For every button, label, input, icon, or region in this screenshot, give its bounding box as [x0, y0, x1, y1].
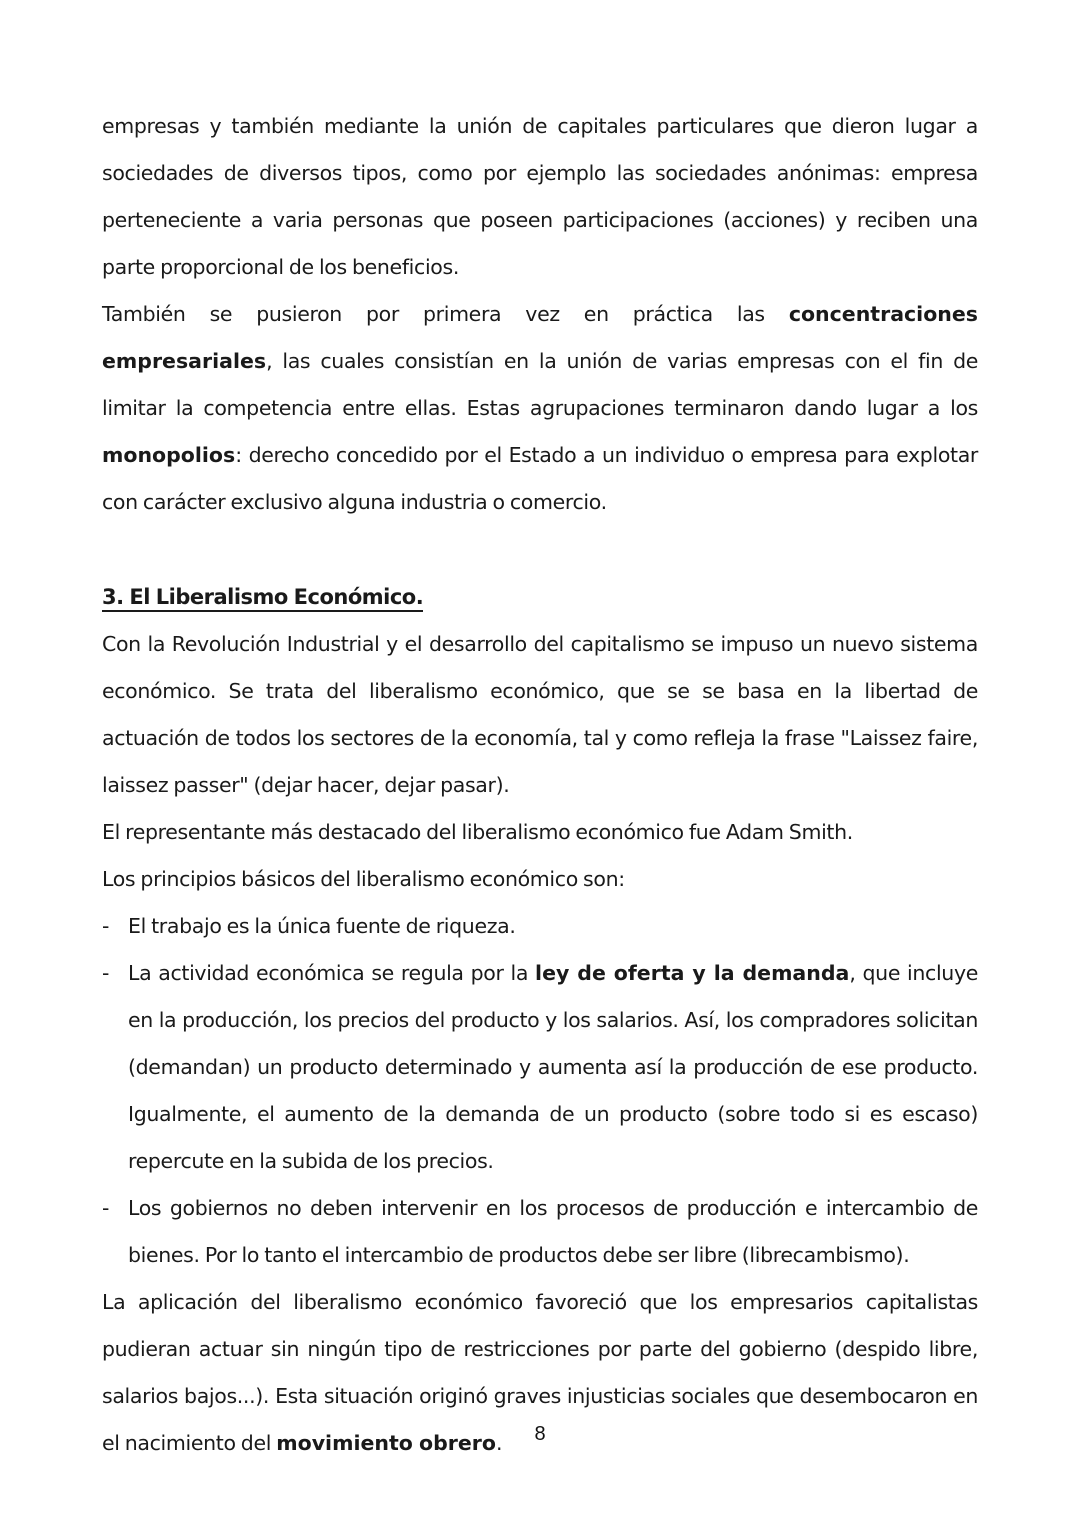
list-item-text	[128, 950, 978, 1185]
list-item	[102, 903, 978, 950]
paragraph-text: También se pusieron por primera vez en práctica las	[102, 302, 789, 326]
list-item	[102, 950, 978, 1185]
list-item-text: El trabajo es la única fuente de riqueza.	[128, 914, 516, 938]
section-spacer	[102, 526, 978, 574]
term-ley-oferta-demanda: ley de oferta y la demanda	[535, 961, 850, 985]
list-item	[102, 1185, 978, 1279]
term-concentraciones-empresariales: concentraciones empresariales	[102, 302, 978, 373]
paragraph-text: , las cuales consistían en la unión de varias empresas con el fin de limitar la competencia entre ellas. Estas agrupaciones terminaron dando lugar a los	[102, 349, 978, 420]
paragraph-text: La aplicación del liberalismo económico favoreció que los empresarios capitalistas pudieran actuar sin ningún tipo de restricciones por parte del gobierno (despido libre, salarios bajos...). Esta situación originó graves injusticias sociales que desembocaron en el nacimiento del	[102, 1290, 978, 1455]
bullet-dash: -	[102, 1196, 110, 1220]
section-heading	[102, 574, 978, 621]
bullet-dash: -	[102, 961, 110, 985]
paragraph-text: .	[495, 1431, 503, 1455]
page-number: 8	[534, 1423, 546, 1445]
list-item-text: Los gobiernos no deben intervenir en los procesos de producción e intercambio de bienes. Por lo tanto el intercambio de productos debe ser libre (librecambismo).	[128, 1196, 978, 1267]
paragraph-principios: Los principios básicos del liberalismo económico son:	[102, 867, 625, 891]
section-heading-text: 3. El Liberalismo Económico.	[102, 585, 423, 612]
list-item-text-part: , que incluye en la producción, los precios del producto y los salarios. Así, los compradores solicitan (demandan) un producto determinado y aumenta así la producción de ese producto. Igualmente, el aumento de la demanda de un producto (sobre todo si es escaso) repercute en la subida de los precios.	[128, 961, 978, 1173]
document-body	[102, 103, 978, 1467]
list-item-text-part: La actividad económica se regula por la	[128, 961, 536, 985]
paragraph-sociedades: empresas y también mediante la unión de capitales particulares que dieron lugar a sociedades de diversos tipos, como por ejemplo las sociedades anónimas: empresa perteneciente a varia personas que poseen participaciones (acciones) y reciben una parte proporcional de los beneficios.	[102, 114, 978, 279]
paragraph-liberalismo-intro: Con la Revolución Industrial y el desarrollo del capitalismo se impuso un nuevo sistema económico. Se trata del liberalismo económico, que se se basa en la libertad de actuación de todos los sectores de la economía, tal y como refleja la frase "Laissez faire, laissez passer" (dejar hacer, dejar pasar).	[102, 632, 978, 797]
term-monopolios: monopolios	[102, 443, 236, 467]
paragraph-text: : derecho concedido por el Estado a un individuo o empresa para explotar con carácter exclusivo alguna industria o comercio.	[102, 443, 978, 514]
paragraph-adam-smith: El representante más destacado del liberalismo económico fue Adam Smith.	[102, 820, 853, 844]
bullet-dash: -	[102, 914, 110, 938]
paragraph-concentraciones	[102, 291, 978, 526]
term-movimiento-obrero: movimiento obrero	[276, 1431, 496, 1455]
